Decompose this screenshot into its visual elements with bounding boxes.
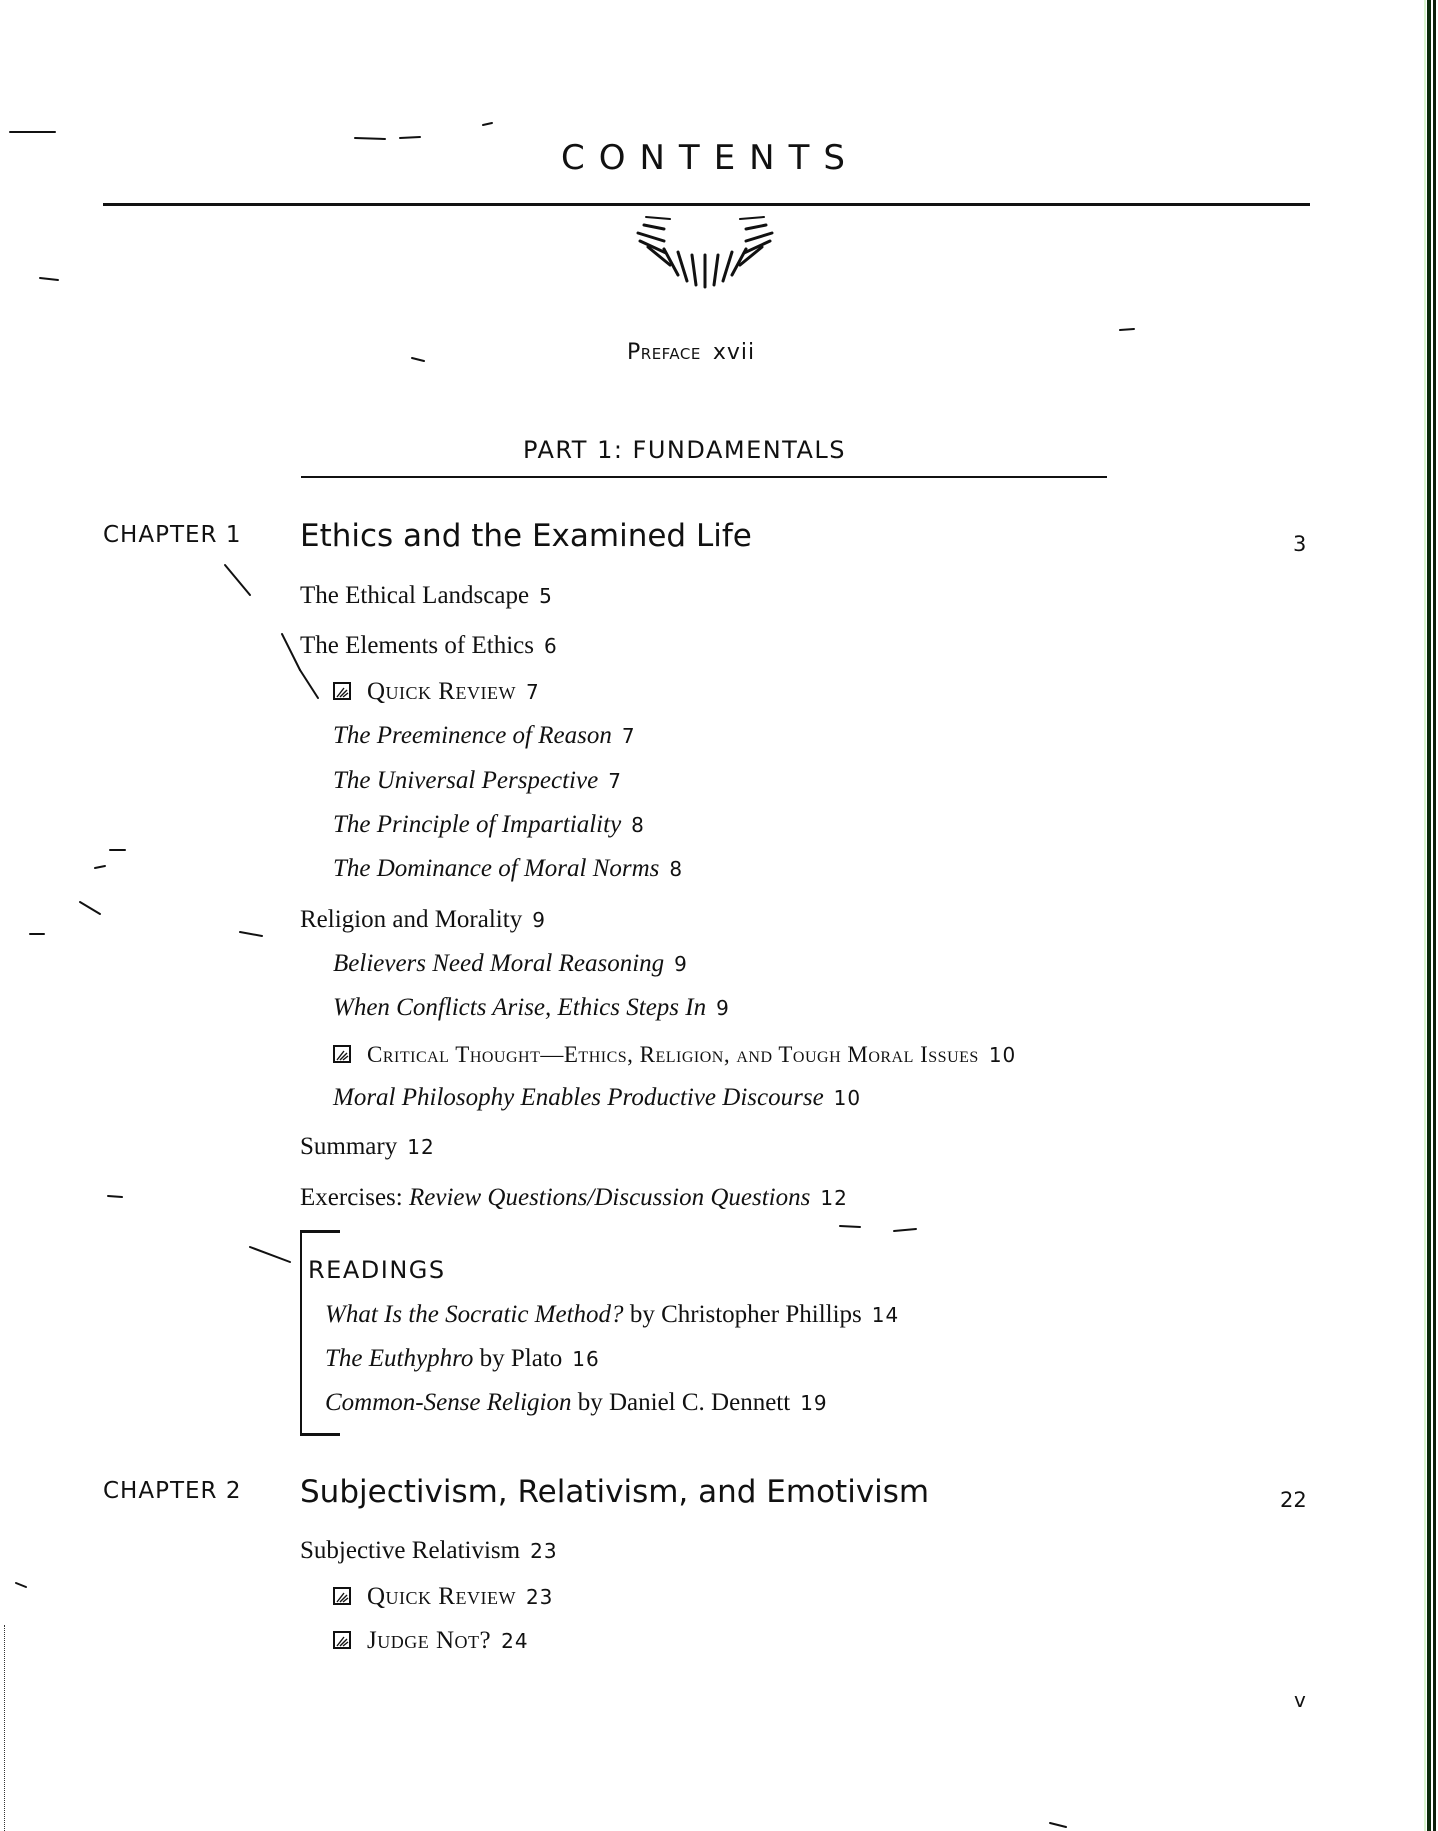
reading-title: What Is the Socratic Method? (325, 1301, 624, 1328)
entry-text: Subjective Relativism (300, 1537, 521, 1564)
part-heading: PART 1: FUNDAMENTALS (523, 436, 847, 464)
entry-page: 9 (674, 952, 688, 976)
scan-edge-line (1427, 0, 1431, 1831)
toc-entry[interactable] (300, 1537, 558, 1565)
entry-text: Believers Need Moral Reasoning (333, 950, 665, 977)
reading-author: by Plato (479, 1345, 563, 1372)
reading-page: 19 (800, 1391, 828, 1415)
entry-page: 5 (539, 584, 553, 608)
toc-entry[interactable] (300, 582, 553, 610)
entry-text: The Ethical Landscape (300, 582, 530, 609)
reading-title: The Euthyphro (325, 1345, 474, 1372)
preface-page: xvii (712, 340, 756, 365)
toc-entry[interactable] (333, 767, 622, 795)
toc-entry[interactable] (333, 1627, 529, 1655)
entry-page: 8 (631, 813, 645, 837)
toc-entry[interactable] (333, 1041, 1016, 1069)
entry-page: 9 (716, 996, 730, 1020)
entry-text: Quick Review (367, 1583, 516, 1610)
entry-text: The Preeminence of Reason (333, 722, 612, 749)
entry-text: When Conflicts Arise, Ethics Steps In (333, 994, 707, 1021)
reading-item[interactable] (325, 1345, 600, 1373)
entry-page: 23 (525, 1585, 554, 1609)
chapter-2-title[interactable]: Subjectivism, Relativism, and Emotivism (300, 1474, 930, 1510)
entry-text: Judge Not? (367, 1627, 492, 1654)
reading-author: by Daniel C. Dennett (577, 1389, 791, 1416)
chapter-1-title[interactable]: Ethics and the Examined Life (300, 518, 752, 554)
toc-entry[interactable] (333, 950, 688, 978)
entry-page: 10 (833, 1086, 862, 1110)
reading-author: by Christopher Phillips (629, 1301, 862, 1328)
box-icon (333, 682, 351, 700)
chapter-1-page: 3 (1293, 532, 1307, 556)
entry-text: The Universal Perspective (333, 767, 599, 794)
entry-text: The Elements of Ethics (300, 632, 534, 659)
scan-edge-line (1433, 0, 1436, 1831)
entry-page: 8 (669, 857, 684, 881)
chapter-2-label: CHAPTER 2 (103, 1478, 242, 1504)
toc-entry[interactable] (300, 632, 558, 660)
entry-text: Review Questions/Discussion Questions (408, 1184, 811, 1211)
toc-entry[interactable] (333, 855, 683, 883)
box-icon (333, 1631, 351, 1649)
entry-page: 23 (530, 1539, 558, 1563)
readings-heading: READINGS (308, 1256, 446, 1284)
sunburst-ornament-icon (630, 205, 780, 295)
entry-page: 7 (621, 724, 636, 748)
entry-text: Quick Review (367, 678, 516, 705)
entry-page: 7 (608, 769, 622, 793)
preface-label: Preface (627, 340, 701, 365)
entry-text: The Dominance of Moral Norms (333, 855, 660, 882)
toc-entry[interactable] (333, 994, 730, 1022)
reading-item[interactable] (325, 1301, 899, 1329)
entry-page: 10 (988, 1043, 1017, 1067)
toc-entry[interactable] (300, 1184, 848, 1212)
entry-page: 12 (820, 1186, 848, 1210)
reading-title: Common-Sense Religion (325, 1389, 572, 1416)
chapter-2-page: 22 (1280, 1488, 1307, 1512)
scan-edge-left (4, 1625, 11, 1831)
toc-entry[interactable] (333, 811, 645, 839)
reading-page: 16 (572, 1347, 600, 1371)
part-rule (301, 476, 1107, 478)
box-icon (333, 1045, 351, 1063)
entry-text: Summary (300, 1133, 398, 1160)
toc-entry[interactable] (333, 1084, 861, 1112)
toc-entry[interactable] (300, 1133, 435, 1161)
entry-prefix: Exercises: (300, 1184, 403, 1211)
page-number: v (1294, 1688, 1306, 1712)
toc-entry[interactable] (333, 722, 636, 750)
entry-page: 24 (501, 1629, 529, 1653)
entry-text: The Principle of Impartiality (333, 811, 622, 838)
reading-item[interactable] (325, 1389, 828, 1417)
reading-page: 14 (871, 1303, 900, 1327)
preface-entry[interactable] (627, 340, 755, 365)
scan-edge-tint (1424, 0, 1426, 1831)
toc-entry[interactable] (300, 906, 546, 934)
entry-page: 12 (407, 1135, 435, 1159)
entry-page: 7 (525, 680, 540, 704)
page-title: CONTENTS (561, 138, 859, 178)
entry-page: 9 (532, 908, 546, 932)
entry-text: Religion and Morality (300, 906, 523, 933)
toc-entry[interactable] (333, 678, 540, 706)
entry-page: 6 (543, 634, 558, 658)
toc-entry[interactable] (333, 1583, 553, 1611)
chapter-1-label: CHAPTER 1 (103, 522, 242, 548)
entry-text: Critical Thought—Ethics, Religion, and Tough Moral Issues (367, 1042, 979, 1067)
entry-text: Moral Philosophy Enables Productive Discourse (333, 1084, 824, 1111)
box-icon (333, 1587, 351, 1605)
